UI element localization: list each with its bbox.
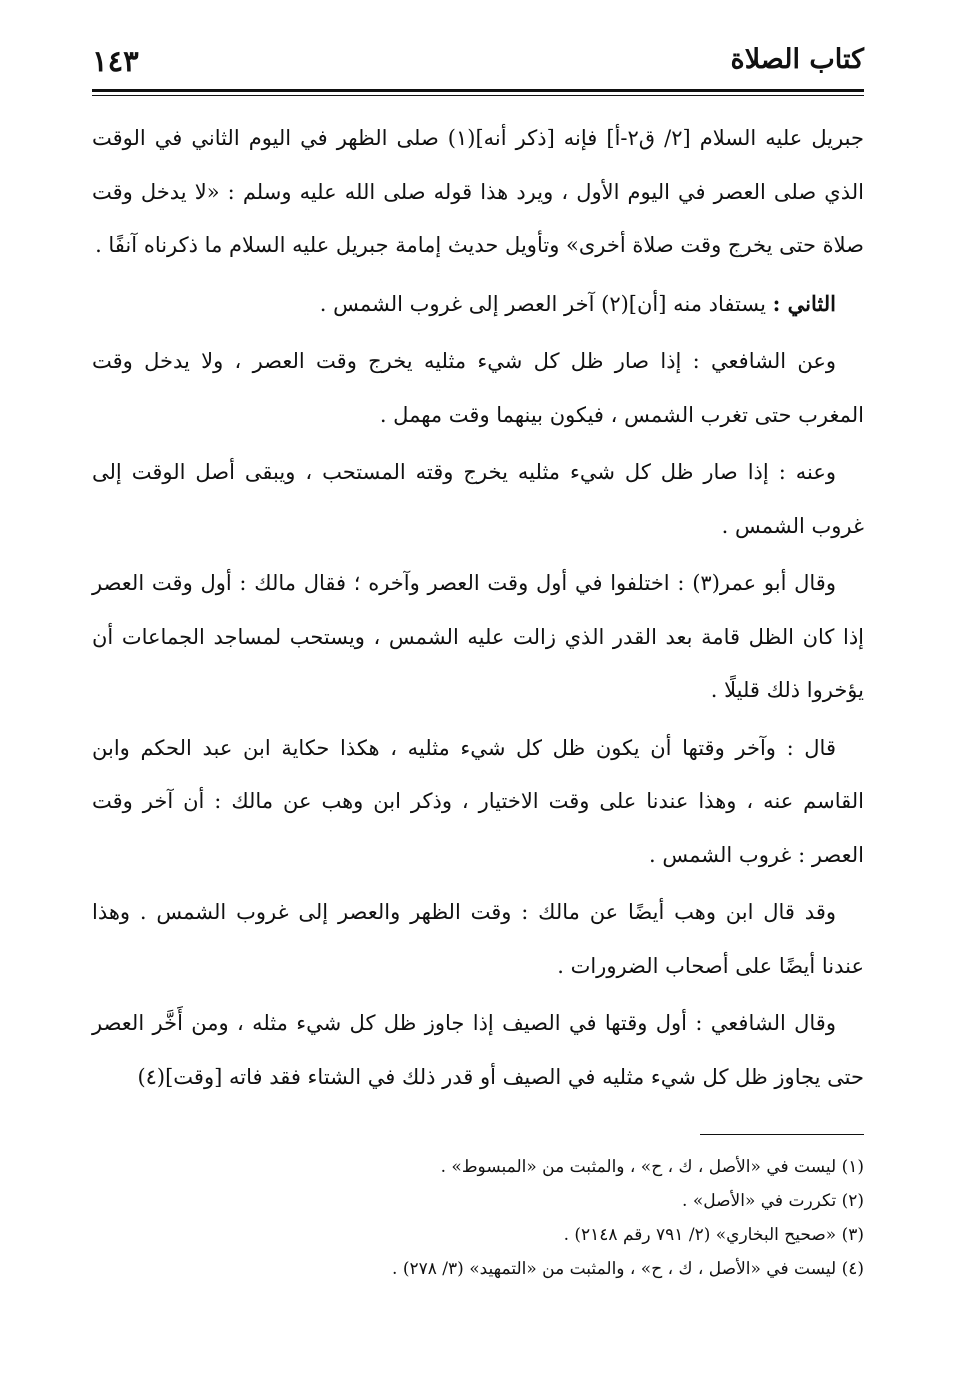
paragraph-7: وقد قال ابن وهب أيضًا عن مالك : وقت الظهر والعصر إلى غروب الشمس . وهذا عندنا أيضًا على أصحاب الضرورات . — [92, 900, 864, 978]
paragraph-8: وقال الشافعي : أول وقتها في الصيف إذا جاوز ظل كل شيء مثله ، ومن أَخَّر العصر حتى يجاوز ظل كل شيء مثليه في الصيف أو قدر ذلك في الشتاء فقد فاته [وقت](٤) — [92, 1011, 864, 1089]
footnotes — [92, 1150, 864, 1286]
header-rule-thin — [92, 95, 864, 96]
paragraph-2-rest: يستفاد منه [أن](٢) آخر العصر إلى غروب الشمس . — [319, 291, 773, 316]
footnote-separator — [700, 1134, 864, 1135]
footnote-3: (٣) «صحيح البخاري» (٢/ ٧٩١ رقم ٢١٤٨) . — [563, 1225, 864, 1245]
main-text — [92, 112, 864, 1104]
paragraph-3: وعن الشافعي : إذا صار ظل كل شيء مثليه يخرج وقت العصر ، ولا يدخل وقت المغرب حتى تغرب الشمس ، فيكون بينهما وقت مهمل . — [92, 349, 864, 427]
footnote-4: (٤) ليست في «الأصل ، ك ، ح» ، والمثبت من «التمهيد» (٣/ ٢٧٨) . — [392, 1259, 864, 1279]
paragraph-5: وقال أبو عمر(٣) : اختلفوا في أول وقت العصر وآخره ؛ فقال مالك : أول وقت العصر إذا كان الظل قامة بعد القدر الذي زالت عليه الشمس ، ويستحب لمساجد الجماعات أن يؤخروا ذلك قليلًا . — [92, 571, 864, 702]
paragraph-2 — [92, 277, 864, 332]
page-header — [92, 40, 864, 88]
p1-line-4: آنفًا . — [95, 233, 138, 257]
paragraph-4: وعنه : إذا صار ظل كل شيء مثليه يخرج وقته المستحب ، ويبقى أصل الوقت إلى غروب الشمس . — [92, 460, 864, 538]
running-title: كتاب الصلاة — [730, 44, 864, 75]
footnote-2: (٢) تكررت في «الأصل» . — [682, 1191, 864, 1211]
page-number: ١٤٣ — [92, 44, 139, 78]
paragraph-2-lead: الثاني : — [772, 290, 836, 316]
footnote-1: (١) ليست في «الأصل ، ك ، ح» ، والمثبت من «المبسوط» . — [440, 1157, 864, 1177]
header-rule-thick — [92, 89, 864, 92]
p1-line-2: الذي صلى العصر في اليوم الأول ، ويرد هذا قوله صلى الله عليه وسلم : «لا يدخل وقت صلاة — [92, 179, 864, 257]
p1-line-3: حتى يخرج وقت صلاة أخرى» وتأويل حديث إمامة جبريل عليه السلام ما ذكرناه — [143, 233, 816, 257]
paragraph-6: قال : وآخر وقتها أن يكون ظل كل شيء مثليه ، هكذا حكاية ابن عبد الحكم وابن القاسم عنه ، وهذا عندنا على وقت الاختيار ، وذكر ابن وهب عن مالك : أن آخر وقت العصر : غروب الشمس . — [92, 735, 864, 867]
p1-line-1: جبريل عليه السلام [٢/ ق٢-أ] فإنه [ذكر أنه](١) صلى الظهر في اليوم الثاني في الوقت — [92, 126, 864, 150]
paragraph-1 — [92, 112, 864, 273]
